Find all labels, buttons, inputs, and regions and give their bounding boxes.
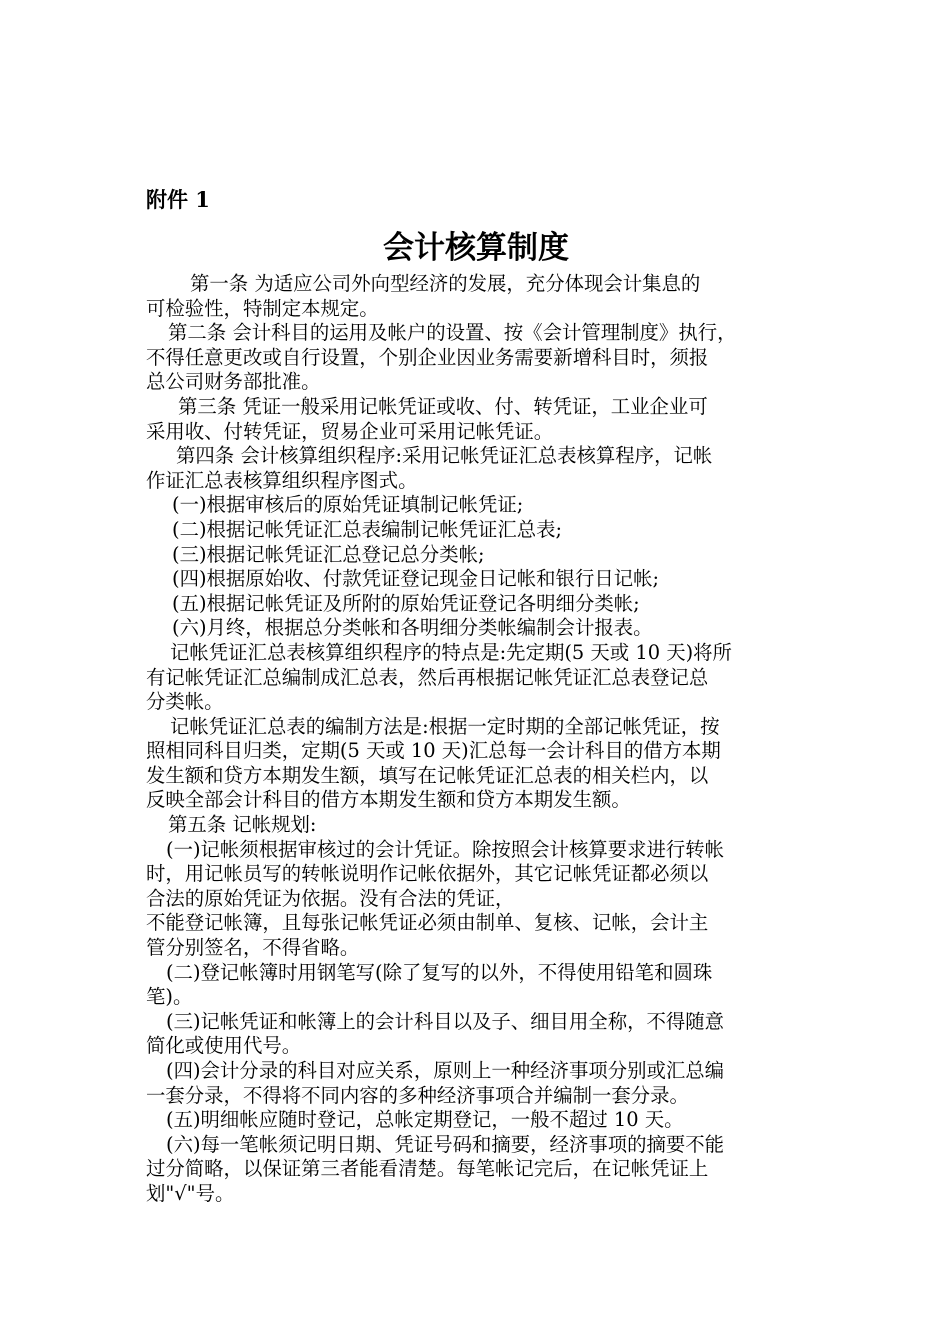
attachment-label: 附件 1 bbox=[146, 187, 210, 212]
body-line: 有记帐凭证汇总编制成汇总表，然后再根据记帐凭证汇总表登记总 bbox=[146, 665, 709, 689]
body-line: (二)登记帐簿时用钢笔写(除了复写的以外，不得使用铅笔和圆珠 bbox=[166, 960, 713, 984]
body-line: (四)会计分录的科目对应关系，原则上一种经济事项分别或汇总编 bbox=[166, 1059, 725, 1082]
document-body bbox=[146, 272, 810, 1207]
body-line: (五)明细帐应随时登记，总帐定期登记，一般不超过 10 天。 bbox=[166, 1108, 684, 1132]
body-line: 划"√"号。 bbox=[146, 1181, 235, 1205]
body-line: (六)月终，根据总分类帐和各明细分类帐编制会计报表。 bbox=[172, 616, 653, 640]
body-line: 记帐凭证汇总表的编制方法是:根据一定时期的全部记帐凭证，按 bbox=[170, 714, 720, 738]
body-line: (六)每一笔帐须记明日期、凭证号码和摘要，经济事项的摘要不能 bbox=[166, 1132, 725, 1156]
body-line: (四)根据原始收、付款凭证登记现金日记帐和银行日记帐; bbox=[172, 567, 660, 591]
body-line: 第一条 为适应公司外向型经济的发展，充分体现会计集息的 bbox=[190, 272, 701, 295]
document-title: 会计核算制度 bbox=[383, 230, 569, 266]
body-line: 分类帐。 bbox=[146, 690, 224, 714]
body-line: (一)记帐须根据审核过的会计凭证。除按照会计核算要求进行转帐 bbox=[166, 837, 725, 861]
body-line: (三)根据记帐凭证汇总登记总分类帐; bbox=[172, 542, 485, 566]
body-line: (二)根据记帐凭证汇总表编制记帐凭证汇总表; bbox=[172, 517, 563, 541]
body-line: (三)记帐凭证和帐簿上的会计科目以及子、细目用全称，不得随意 bbox=[166, 1009, 725, 1033]
body-line: 反映全部会计科目的借方本期发生额和贷方本期发生额。 bbox=[146, 788, 631, 812]
body-line: 第三条 凭证一般采用记帐凭证或收、付、转凭证，工业企业可 bbox=[178, 394, 708, 418]
body-line: 总公司财务部批准。 bbox=[146, 370, 321, 394]
body-line: 第四条 会计核算组织程序:采用记帐凭证汇总表核算程序，记帐 bbox=[176, 444, 713, 468]
body-line: 作证汇总表核算组织程序图式。 bbox=[146, 468, 418, 492]
body-line: 照相同科目归类，定期(5 天或 10 天)汇总每一会计科目的借方本期 bbox=[146, 739, 721, 763]
body-line: 时，用记帐员写的转帐说明作记帐依据外，其它记帐凭证都必须以 bbox=[146, 862, 709, 886]
body-line: 管分别签名，不得省略。 bbox=[146, 936, 360, 960]
body-line: 发生额和贷方本期发生额，填写在记帐凭证汇总表的相关栏内，以 bbox=[146, 763, 709, 787]
body-line: (五)根据记帐凭证及所附的原始凭证登记各明细分类帐; bbox=[172, 591, 640, 615]
body-line: 简化或使用代号。 bbox=[146, 1034, 302, 1058]
body-line: 第五条 记帐规划: bbox=[168, 813, 317, 837]
body-line: 合法的原始凭证为依据。没有合法的凭证， bbox=[146, 886, 515, 910]
body-line: 第二条 会计科目的运用及帐户的设置、按《会计管理制度》执行， bbox=[168, 321, 737, 345]
body-line: 采用收、付转凭证，贸易企业可采用记帐凭证。 bbox=[146, 419, 554, 443]
body-line: 不得任意更改或自行设置，个别企业因业务需要新增科目时，须报 bbox=[146, 345, 709, 369]
body-line: 过分简略，以保证第三者能看清楚。每笔帐记完后，在记帐凭证上 bbox=[146, 1157, 709, 1181]
body-line: 可检验性，特制定本规定。 bbox=[146, 296, 379, 320]
body-line: 一套分录，不得将不同内容的多种经济事项合并编制一套分录。 bbox=[146, 1083, 689, 1107]
body-line: (一)根据审核后的原始凭证填制记帐凭证; bbox=[172, 493, 524, 517]
body-line: 不能登记帐簿，且每张记帐凭证必须由制单、复核、记帐，会计主 bbox=[146, 911, 709, 935]
body-line: 笔)。 bbox=[146, 985, 193, 1009]
body-line: 记帐凭证汇总表核算组织程序的特点是:先定期(5 天或 10 天)将所 bbox=[170, 640, 732, 664]
